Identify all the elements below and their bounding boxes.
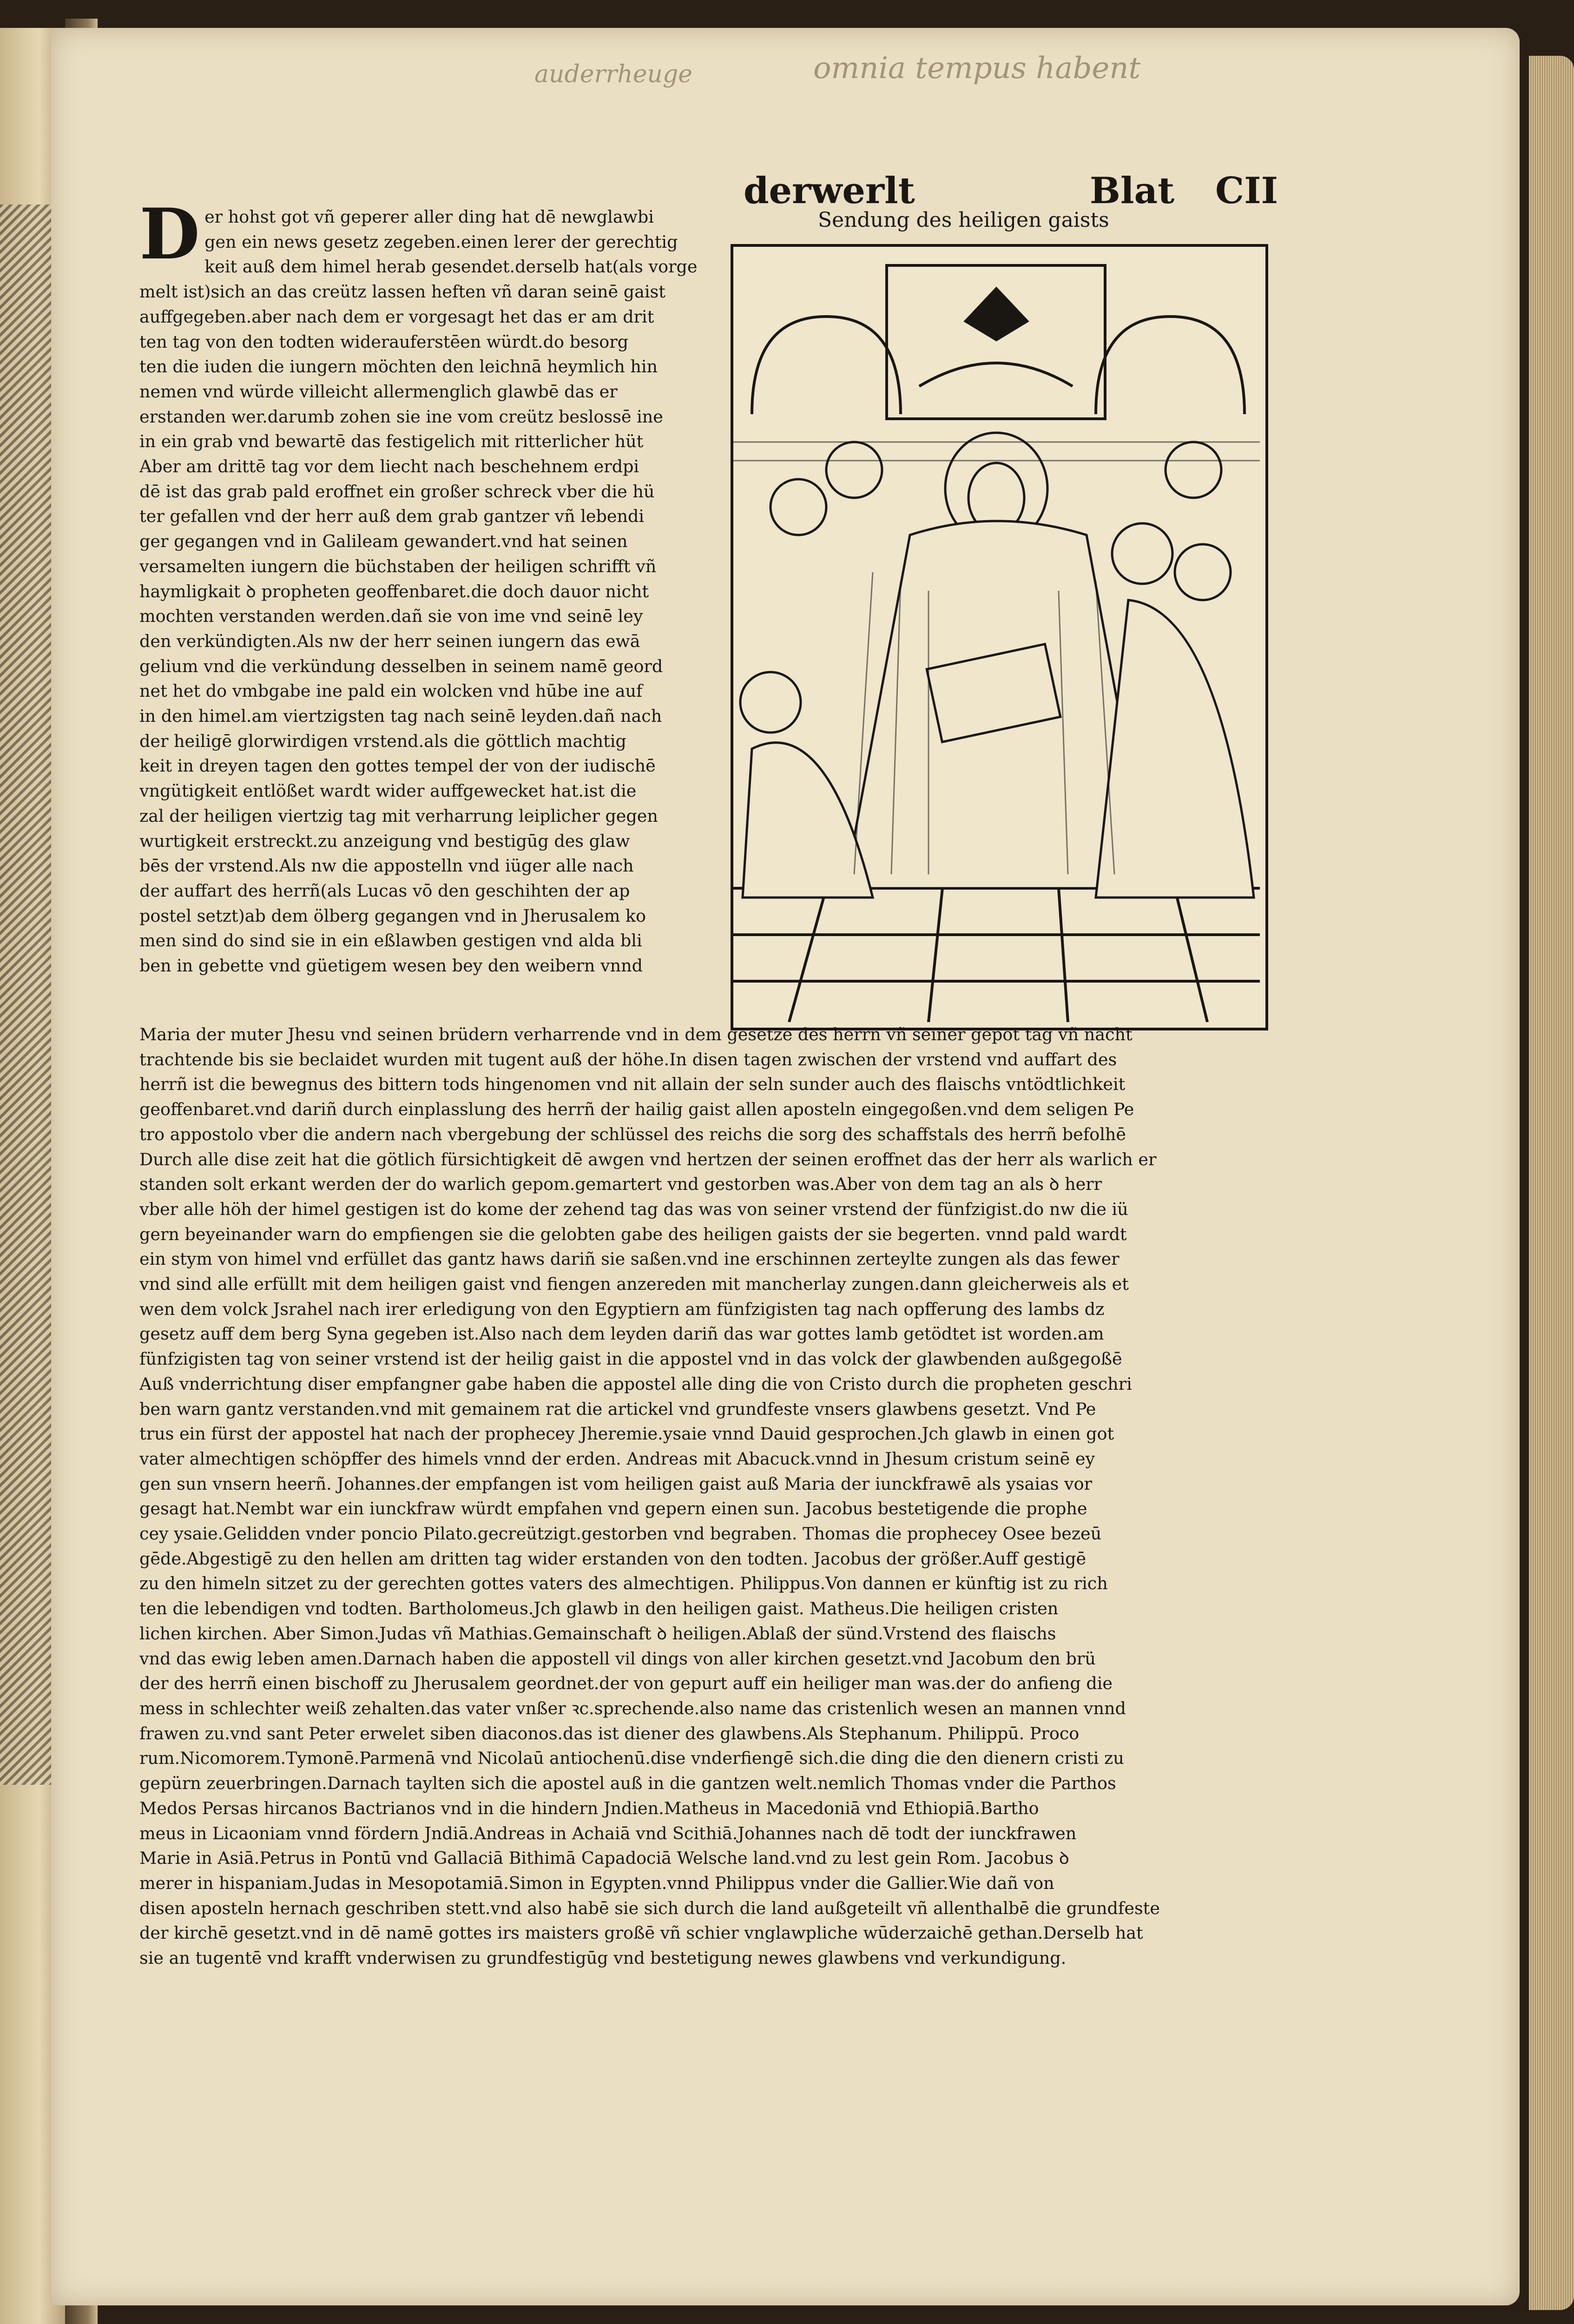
text-line: zu den himeln sitzet zu der gerechten gottes vaters des almechtigen. Philippus.Von dannen er künftig ist zu rich [139,1573,1108,1594]
text-line: ger gegangen vnd in Galileam gewandert.vnd hat seinen [139,531,628,552]
text-column-left [139,193,720,978]
text-line: trachtende bis sie beclaidet wurden mit tugent auß der höhe.In disen tagen zwischen der vrstend vnd auffart des [139,1049,1117,1070]
text-line: fünfzigisten tag von seiner vrstend ist der heilig gaist in die appostel vnd in das volck der glawbenden außgegoßē [139,1349,1122,1369]
drop-cap: D [139,193,200,275]
text-line: meus in Licaoniam vnnd fördern Jndiā.Andreas in Achaiā vnd Scithiā.Johannes nach dē todt der iunckfrawen [139,1823,1077,1843]
text-line: ein stym von himel vnd erfüllet das gantz haws dariñ sie saßen.vnd ine erschinnen zerteylte zungen als das fewer [139,1249,1120,1269]
text-line: ten die lebendigen vnd todten. Bartholomeus.Jch glawb in den heiligen gaist. Matheus.Die heiligen cristen [139,1598,1059,1619]
text-line: Marie in Asiā.Petrus in Pontū vnd Gallaciā Bithimā Capadociā Welsche land.vnd zu lest gein Rom. Jacobus ꝺ [139,1848,1069,1868]
text-line: gern beyeinander warn do empfiengen sie die gelobten gabe des heiligen gaists der sie begerten. vnnd pald wardt [139,1224,1127,1244]
text-line: herrñ ist die bewegnus des bittern tods hingenomen vnd nit allain der seln sunder auch des flaischs vntödtlichkeit [139,1074,1126,1095]
text-line: gen ein news gesetz zegeben.einen lerer der gerechtig [204,231,678,252]
text-column-full [139,1022,1264,1971]
text-line: dē ist das grab pald eroffnet ein großer schreck vber die hü [139,481,655,502]
text-line: gelium vnd die verkündung desselben in seinem namē geord [139,656,663,676]
running-head: derwerlt [744,170,915,212]
text-line: ten tag von den todten widerauferstēen würdt.do besorg [139,331,629,352]
leaf-label: Blat [1090,170,1175,212]
folio-number: CII [1215,170,1278,212]
text-line: mochten verstanden werden.dañ sie von ime vnd seinē ley [139,606,643,627]
text-line: Durch alle dise zeit hat die götlich fürsichtigkeit dē awgen vnd hertzen der seinen eroffnet das der herr als warlich er [139,1149,1157,1169]
text-line: der auffart des herrñ(als Lucas vō den geschihten der ap [139,880,630,901]
text-line: bēs der vrstend.Als nw die appostelln vnd iüger alle nach [139,856,634,876]
marginal-note: omnia tempus habent [813,51,1141,86]
text-line: wen dem volck Jsrahel nach irer erledigung von den Egyptiern am fünfzigisten tag nach opfferung des lambs dz [139,1299,1105,1319]
text-line: frawen zu.vnd sant Peter erwelet siben diaconos.das ist diener des glawbens.Als Stephanum. Philippū. Proco [139,1723,1080,1743]
text-line: keit in dreyen tagen den gottes tempel der von der iudischē [139,756,656,776]
text-line: geoffenbaret.vnd dariñ durch einplasslung des herrñ der hailig gaist allen aposteln eingegoßen.vnd dem seligen Pe [139,1099,1134,1120]
text-line: ben in gebette vnd güetigem wesen bey den weibern vnnd [139,956,643,976]
text-line: ten die iuden die iungern möchten den leichnā heymlich hin [139,357,658,377]
text-line: Auß vnderrichtung diser empfangner gabe haben die appostel alle ding die von Cristo durch die propheten geschri [139,1373,1132,1394]
text-line: Aber am drittē tag vor dem liecht nach beschehnem erdpi [139,456,639,477]
text-line: der kirchē gesetzt.vnd in dē namē gottes irs maisters großē vñ schier vnglawpliche wūderzaichē gethan.Derselb hat [139,1923,1143,1943]
woodcut-illustration [731,244,1268,1030]
facing-page-woodcut [0,205,56,1785]
text-line: lichen kirchen. Aber Simon.Judas vñ Mathias.Gemainschaft ꝺ heiligen.Ablaß der sünd.Vrstend des flaischs [139,1623,1056,1644]
text-line: versamelten iungern die büchstaben der heiligen schrifft vñ [139,556,657,576]
text-line: net het do vmbgabe ine pald ein wolcken vnd hūbe ine auf [139,681,643,701]
page-edges [1529,56,1574,2310]
text-line: vnd sind alle erfüllt mit dem heiligen gaist vnd fiengen anzereden mit mancherlay zungen.dann gleicherweis als et [139,1274,1129,1294]
text-line: auffgegeben.aber nach dem er vorgesagt het das er am drit [139,306,654,327]
text-line: merer in hispaniam.Judas in Mesopotamiā.Simon in Egypten.vnnd Philippus vnder die Gallier.Wie dañ von [139,1873,1054,1893]
text-line: in den himel.am viertzigsten tag nach seinē leyden.dañ nach [139,706,662,726]
text-line: disen aposteln hernach geschriben stett.vnd also habē sie sich durch die land außgeteilt vñ allenthalbē die grundfeste [139,1898,1160,1918]
text-line: standen solt erkant werden der do warlich gepom.gemartert vnd gestorben was.Aber von dem tag an als ꝺ herr [139,1174,1102,1195]
text-line: keit auß dem himel herab gesendet.derselb hat(als vorge [204,257,698,277]
text-line: postel setzt)ab dem ölberg gegangen vnd in Jherusalem ko [139,905,646,926]
text-line: Maria der muter Jhesu vnd seinen brüdern verharrende vnd in dem gesetze des herrn vñ seiner gepot tag vñ nacht [139,1024,1133,1044]
text-line: men sind do sind sie in ein eßlawben gestigen vnd alda bli [139,931,642,951]
text-line: gesetz auff dem berg Syna gegeben ist.Also nach dem leyden dariñ das war gottes lamb getödtet ist worden.am [139,1324,1104,1344]
text-line: haymligkait ꝺ propheten geoffenbaret.die doch dauor nicht [139,581,649,601]
text-line: gēde.Abgestigē zu den hellen am dritten tag wider erstanden von den todten. Jacobus der größer.Auff gestigē [139,1548,1087,1569]
text-line: trus ein fürst der appostel hat nach der prophecey Jheremie.ysaie vnnd Dauid gesprochen.Jch glawb in einen got [139,1424,1114,1444]
text-line: tro appostolo vber die andern nach vbergebung der schlüssel des reichs die sorg des schaffstals des herrñ befolhē [139,1124,1126,1144]
text-line: der heiligē glorwirdigen vrstend.als die göttlich machtig [139,731,626,751]
text-line: Medos Persas hircanos Bactrianos vnd in die hindern Jndien.Matheus in Macedoniā vnd Ethiopiā.Bartho [139,1798,1039,1818]
text-line: rum.Nicomorem.Tymonē.Parmenā vnd Nicolaū antiochenū.dise vnderfiengē sich.die ding die den dienern cristi zu [139,1748,1124,1769]
text-line: cey ysaie.Gelidden vnder poncio Pilato.gecreützigt.gestorben vnd begraben. Thomas die prophecey Osee bezeū [139,1524,1102,1544]
marginal-note: auderrheuge [534,60,693,88]
pentecost-woodcut [733,247,1260,1022]
text-line: in ein grab vnd bewartē das festigelich mit ritterlicher hüt [139,431,644,452]
text-line: ben warn gantz verstanden.vnd mit gemainem rat die artickel vnd grundfeste vnsers glawbens gesetzt. Vnd Pe [139,1399,1096,1419]
text-line: den verkündigten.Als nw der herr seinen iungern das ewā [139,631,640,651]
text-line: wurtigkeit erstreckt.zu anzeigung vnd bestigūg des glaw [139,831,630,851]
text-line: sie an tugentē vnd krafft vnderwisen zu grundfestigūg vnd bestetigung newes glawbens vnd verkundigung. [139,1948,1067,1968]
text-line: erstanden wer.darumb zohen sie ine vom creütz beslossē ine [139,406,663,427]
illustration-caption: Sendung des heiligen gaists [818,208,1109,232]
text-line: er hohst got vñ geperer aller ding hat dē newglawbi [204,207,654,227]
text-line: der des herrñ einen bischoff zu Jherusalem geordnet.der von gepurt auff ein heiliger man was.der do anfieng die [139,1673,1113,1694]
text-line: mess in schlechter weiß zehalten.das vater vnßer ꝛc.sprechende.also name das cristenlich wesen an mannen vnnd [139,1698,1126,1718]
text-line: nemen vnd würde villeicht allermenglich glawbē das er [139,381,618,402]
text-line: gepürn zeuerbringen.Darnach taylten sich die apostel auß in die gantzen welt.nemlich Thomas vnder die Parthos [139,1773,1116,1794]
text-line: vber alle höh der himel gestigen ist do kome der zehend tag das was von seiner vrstend der fünfzigist.do nw die iü [139,1199,1128,1219]
text-line: melt ist)sich an das creütz lassen heften vñ daran seinē gaist [139,282,665,302]
text-line: gen sun vnsern heerñ. Johannes.der empfangen ist vom heiligen gaist auß Maria der iunckfrawē als ysaias vor [139,1473,1093,1494]
text-line: gesagt hat.Nembt war ein iunckfraw würdt empfahen vnd gepern einen sun. Jacobus bestetigende die prophe [139,1499,1087,1519]
text-line: vnd das ewig leben amen.Darnach haben die appostell vil dings von aller kirchen gesetzt.vnd Jacobum den brü [139,1648,1096,1669]
text-line: zal der heiligen viertzig tag mit verharrung leiplicher gegen [139,805,658,826]
text-line: ter gefallen vnd der herr auß dem grab gantzer vñ lebendi [139,506,644,527]
text-line: vater almechtigen schöpffer des himels vnnd der erden. Andreas mit Abacuck.vnnd in Jhesum cristum seinē ey [139,1448,1095,1469]
text-line: vngütigkeit entlößet wardt wider auffgewecket hat.ist die [139,781,637,801]
